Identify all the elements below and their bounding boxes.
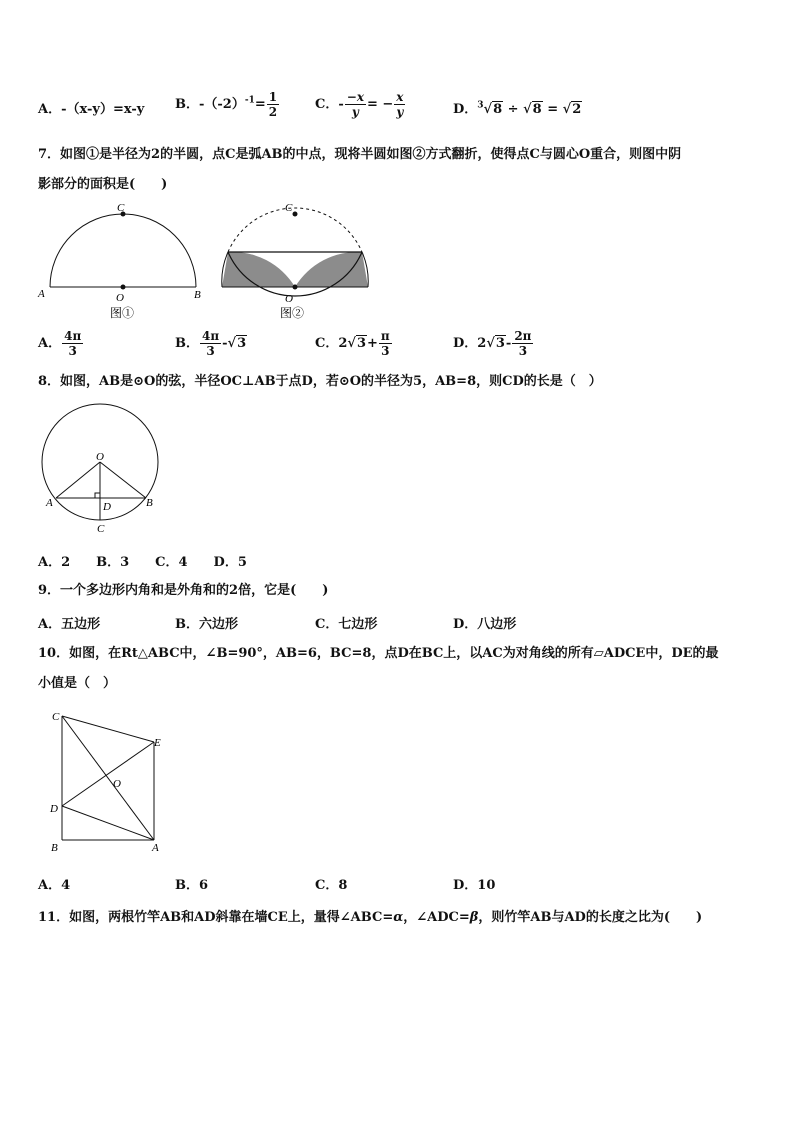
fig2-shaded-region bbox=[222, 252, 368, 287]
q10-option-d: D．10 bbox=[453, 878, 496, 893]
q8-label-d: D bbox=[103, 501, 111, 513]
q8-label-b: B bbox=[146, 497, 153, 509]
fig1-label-c: C bbox=[117, 202, 125, 214]
q8-label-a: A bbox=[46, 497, 53, 509]
fig1-caption: 图① bbox=[110, 306, 135, 320]
q8-label-c: C bbox=[97, 523, 105, 535]
q10-figure bbox=[46, 706, 176, 856]
fig2-label-c: C bbox=[285, 202, 293, 214]
q10-label-e: E bbox=[154, 737, 161, 749]
fig1-label-a: A bbox=[38, 288, 45, 300]
q6-option-a: A．-（x-y）=x-y bbox=[38, 102, 145, 117]
q7-stem-line2: 影部分的面积是( ) bbox=[38, 177, 168, 192]
q7-stem-line1: 7．如图①是半径为2的半圆，点C是弧AB的中点，现将半圆如图②方式翻折，使得点C与圆心O重合，则图中阴 bbox=[38, 147, 682, 162]
q10-label-c: C bbox=[52, 711, 60, 723]
q6-option-d: D．$^3$√8 ÷ √8 = √2 bbox=[453, 100, 582, 117]
q7-option-d: D．2√3- $\frac{2\pi}{3}$ bbox=[453, 329, 532, 358]
q10-side-ce bbox=[62, 716, 154, 742]
fig2-label-o: O bbox=[285, 293, 293, 305]
q8-radius-oa bbox=[56, 462, 100, 498]
q8-radius-ob bbox=[100, 462, 146, 498]
q6-option-c: C．- $\frac{-x}{y}$ = − $\frac{x}{y}$ bbox=[315, 90, 404, 119]
q10-label-a: A bbox=[152, 842, 159, 854]
q10-option-b: B．6 bbox=[175, 878, 209, 893]
q10-label-d: D bbox=[50, 803, 58, 815]
q9-option-b: B．六边形 bbox=[175, 617, 238, 632]
q10-side-da bbox=[62, 806, 154, 840]
q10-diagonal-ca bbox=[62, 716, 154, 840]
q7-option-b: B． $\frac{4\pi}{3}$ -√3 bbox=[175, 329, 247, 358]
q9-stem: 9．一个多边形内角和是外角和的2倍，它是( ) bbox=[38, 583, 329, 598]
q7-option-c: C．2√3+ $\frac{\pi}{3}$ bbox=[315, 329, 390, 358]
q10-stem-line2: 小值是（ ） bbox=[38, 676, 117, 691]
q10-option-c: C．8 bbox=[315, 878, 348, 893]
q9-option-c: C．七边形 bbox=[315, 617, 378, 632]
q10-diagonal-de bbox=[62, 742, 154, 806]
q10-label-o: O bbox=[113, 778, 121, 790]
q8-right-angle-mark bbox=[95, 493, 100, 498]
q7-figures bbox=[30, 196, 380, 326]
q11-stem: 11．如图，两根竹竿AB和AD斜靠在墙CE上，量得∠ABC=α，∠ADC=β，则竹竿AB与AD的长度之比为( ) bbox=[38, 910, 703, 925]
q8-stem: 8．如图，AB是⊙O的弦，半径OC⊥AB于点D，若⊙O的半径为5，AB=8，则CD的长是（ ） bbox=[38, 374, 602, 389]
fig1-label-b: B bbox=[194, 289, 201, 301]
q6-option-b: B．$-(-2)^{-1}=$ $\frac{1}{2}$ bbox=[175, 90, 278, 119]
fig1-point-o bbox=[121, 285, 126, 290]
q8-label-o: O bbox=[96, 451, 104, 463]
fig2-point-c bbox=[293, 212, 298, 217]
q7-option-a: A． $\frac{4\pi}{3}$ bbox=[38, 329, 82, 358]
q10-stem-line1: 10．如图，在Rt△ABC中，∠B=90°，AB=6，BC=8，点D在BC上，以AC为对角线的所有▱ADCE中，DE的最 bbox=[38, 646, 719, 661]
q8-options: A．2 B．3 C．4 D．5 bbox=[38, 555, 247, 570]
fig2-point-o bbox=[293, 285, 298, 290]
fig1-semicircle-arc bbox=[50, 214, 196, 287]
q9-option-d: D．八边形 bbox=[453, 617, 517, 632]
q10-option-a: A．4 bbox=[38, 878, 71, 893]
q9-option-a: A．五边形 bbox=[38, 617, 101, 632]
fig2-caption: 图② bbox=[280, 306, 305, 320]
q10-label-b: B bbox=[51, 842, 58, 854]
q8-figure bbox=[36, 400, 166, 535]
fig1-label-o: O bbox=[116, 292, 124, 304]
